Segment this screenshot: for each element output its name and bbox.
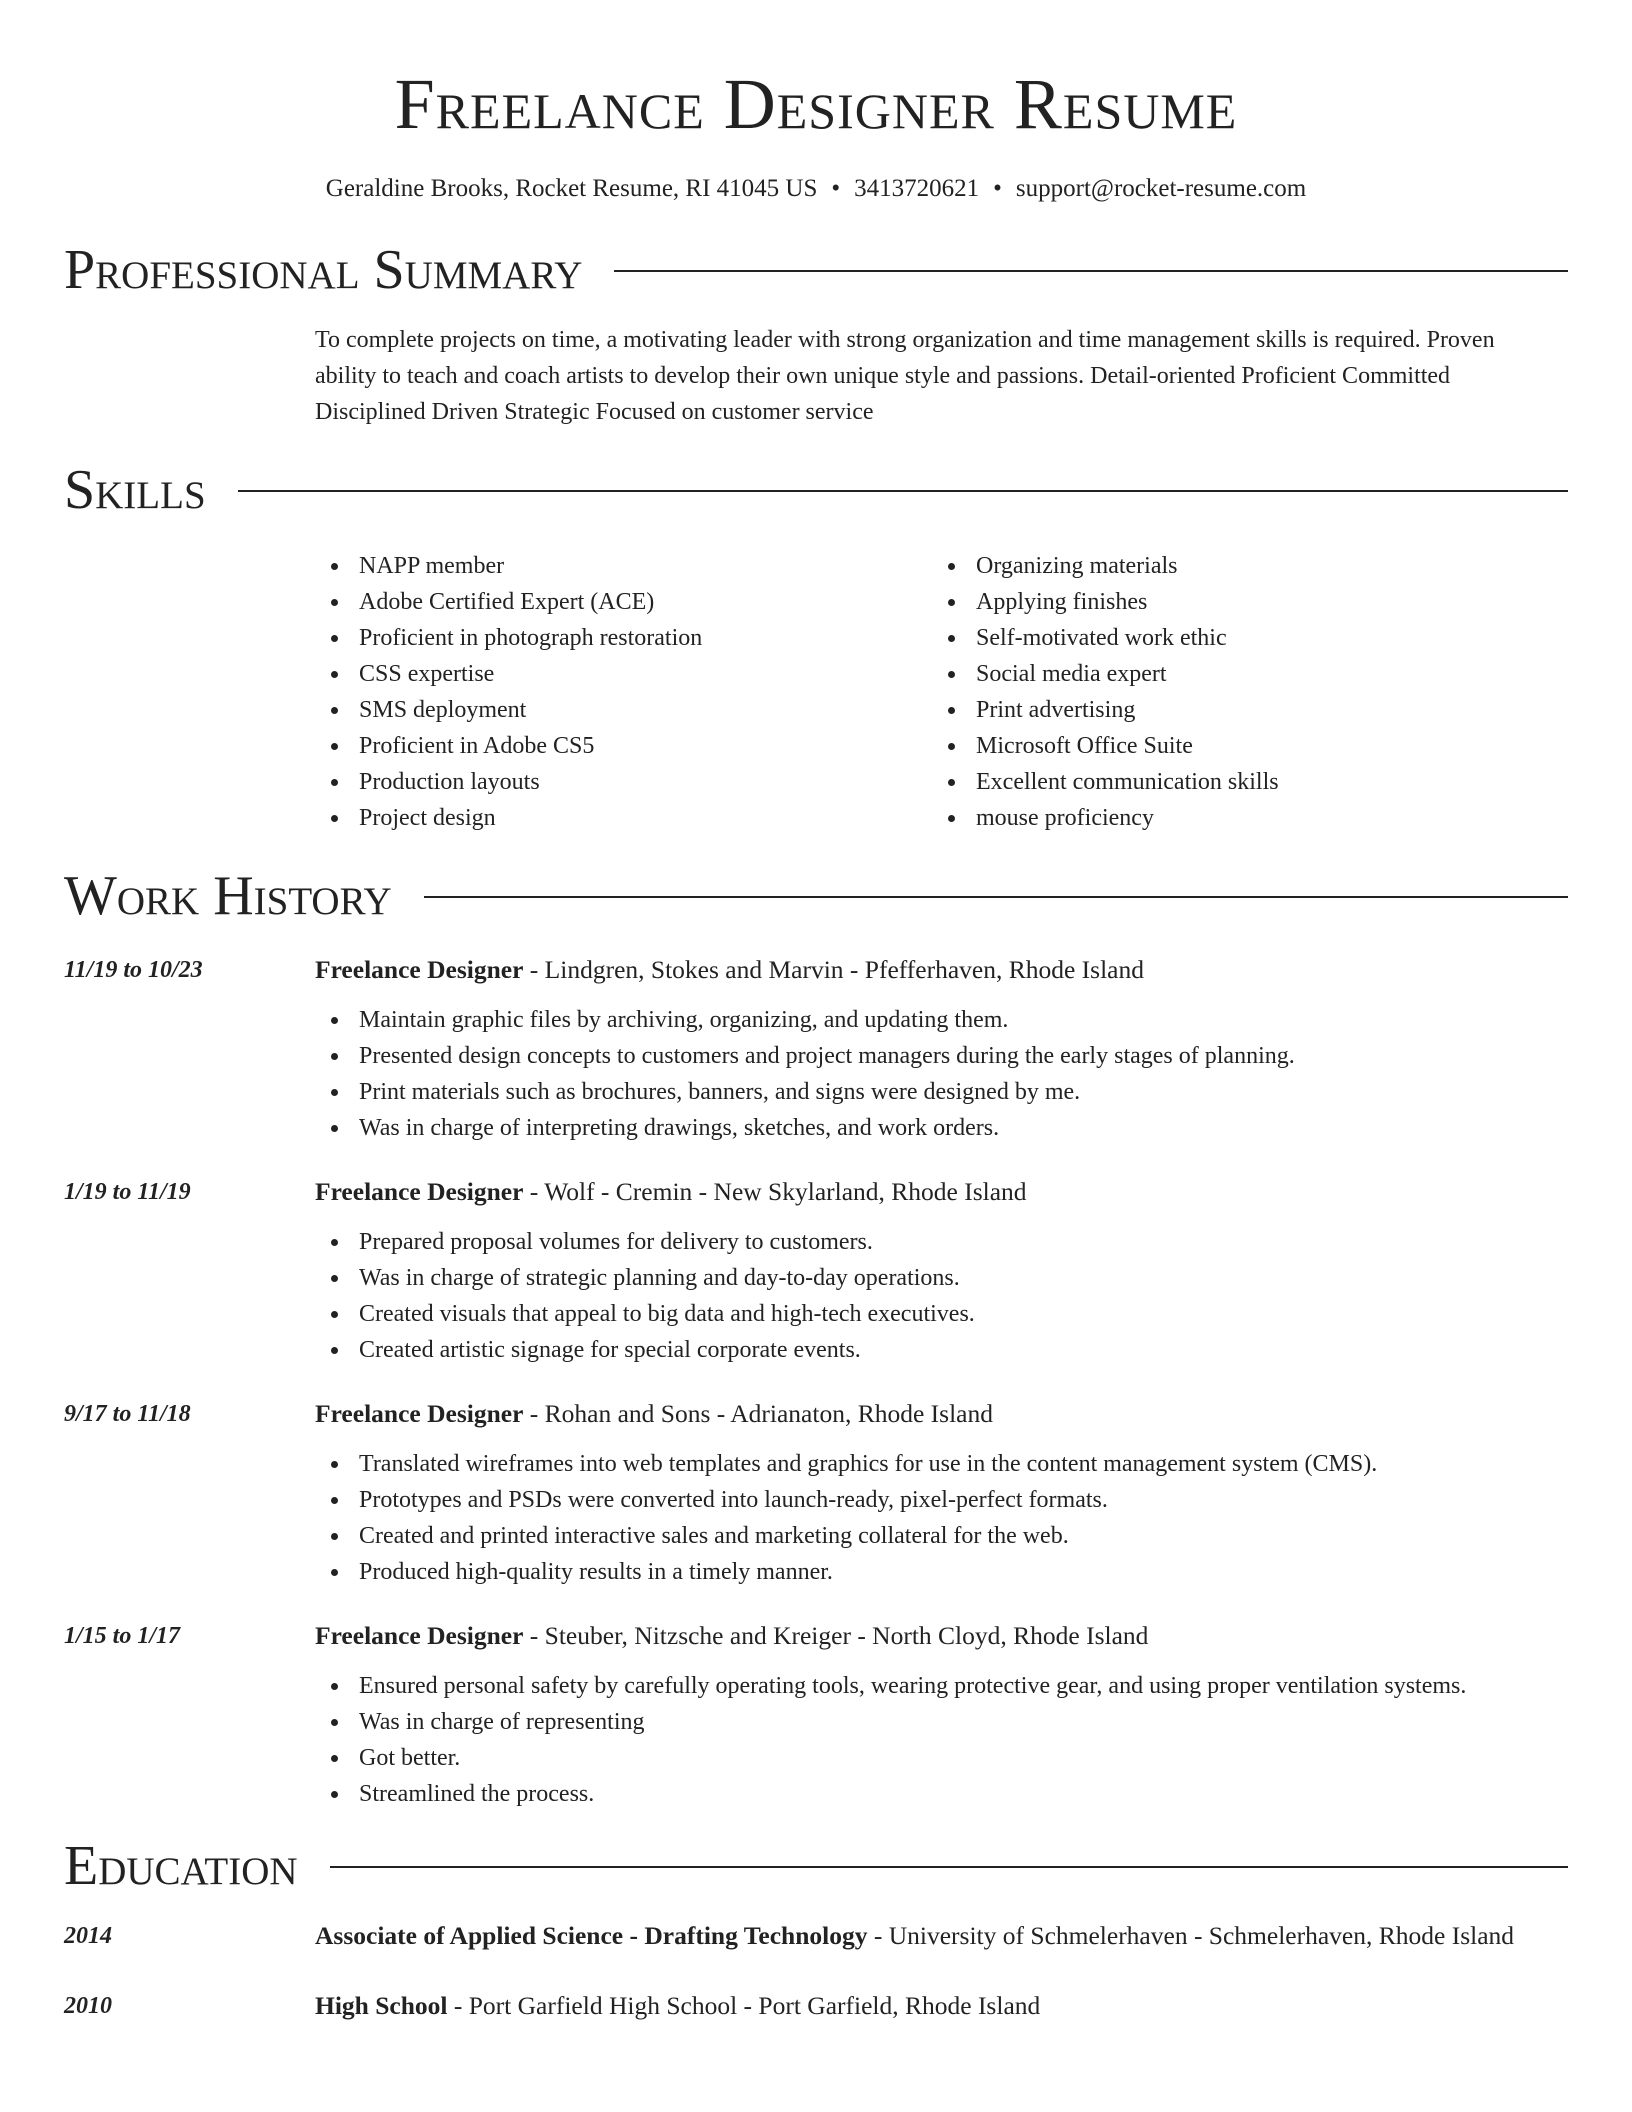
job-bullet: Print materials such as brochures, banners, and signs were designed by me. (315, 1074, 1548, 1110)
job-bullets (315, 1224, 1548, 1368)
contact-address: Geraldine Brooks, Rocket Resume, RI 41045 US (325, 175, 818, 202)
job-dates: 9/17 to 11/18 (64, 1401, 191, 1427)
job-entry (64, 1616, 1568, 1812)
skill-item: Excellent communication skills (932, 764, 1549, 800)
job-body (315, 1616, 1568, 1812)
job-body (315, 1394, 1568, 1590)
job-bullet: Translated wireframes into web templates and graphics for use in the content management system (CMS). (315, 1446, 1548, 1482)
section-divider (238, 490, 1568, 492)
job-headline (315, 1616, 1548, 1656)
job-bullet: Got better. (315, 1740, 1548, 1776)
job-title: Freelance Designer (315, 955, 524, 984)
skill-item: mouse proficiency (932, 800, 1549, 836)
education-school: - Port Garfield High School - Port Garfield, Rhode Island (447, 1991, 1041, 2020)
education-school: - University of Schmelerhaven - Schmelerhaven, Rhode Island (867, 1921, 1515, 1950)
job-title: Freelance Designer (315, 1177, 524, 1206)
job-body (315, 1172, 1568, 1368)
skill-item: Production layouts (315, 764, 932, 800)
job-bullet: Was in charge of interpreting drawings, sketches, and work orders. (315, 1110, 1548, 1146)
job-employer: - Wolf - Cremin - New Skylarland, Rhode Island (523, 1177, 1027, 1206)
job-bullet: Created and printed interactive sales and marketing collateral for the web. (315, 1518, 1548, 1554)
job-bullet: Prototypes and PSDs were converted into launch-ready, pixel-perfect formats. (315, 1482, 1548, 1518)
job-bullet: Maintain graphic files by archiving, organizing, and updating them. (315, 1002, 1548, 1038)
job-title: Freelance Designer (315, 1399, 524, 1428)
work-section-header (64, 866, 1568, 926)
contact-separator: • (831, 175, 841, 202)
job-bullet: Presented design concepts to customers and project managers during the early stages of planning. (315, 1038, 1548, 1074)
skill-item: Organizing materials (932, 548, 1549, 584)
job-entry (64, 1394, 1568, 1590)
resume-title: Freelance Designer Resume (394, 64, 1238, 144)
skill-item: Adobe Certified Expert (ACE) (315, 584, 932, 620)
job-bullet: Created visuals that appeal to big data and high-tech executives. (315, 1296, 1548, 1332)
education-entry (64, 1986, 1568, 2026)
contact-email[interactable]: support@rocket-resume.com (1015, 175, 1307, 202)
skills-list (315, 548, 1568, 836)
summary-text: To complete projects on time, a motivating leader with strong organization and time management skills is required. Proven ability to teach and coach artists to develop their own unique style and passions. Detail-oriented Proficient Committed Disciplined Driven Strategic Focused on customer service (315, 327, 1495, 425)
job-headline (315, 1172, 1548, 1212)
job-employer: - Rohan and Sons - Adrianaton, Rhode Island (523, 1399, 993, 1428)
job-bullets (315, 1446, 1548, 1590)
skill-item: Proficient in photograph restoration (315, 620, 932, 656)
job-headline (315, 950, 1548, 990)
skill-item: Applying finishes (932, 584, 1549, 620)
job-bullet: Created artistic signage for special corporate events. (315, 1332, 1548, 1368)
education-degree: High School (315, 1991, 448, 2020)
job-bullet: Prepared proposal volumes for delivery to customers. (315, 1224, 1548, 1260)
job-employer: - Steuber, Nitzsche and Kreiger - North Cloyd, Rhode Island (523, 1621, 1149, 1650)
education-degree: Associate of Applied Science - Drafting Technology (315, 1921, 868, 1950)
job-headline (315, 1394, 1548, 1434)
skill-item: NAPP member (315, 548, 932, 584)
education-heading: Education (64, 1835, 298, 1897)
job-entry (64, 950, 1568, 1146)
job-dates: 1/15 to 1/17 (64, 1623, 181, 1649)
job-bullet: Streamlined the process. (315, 1776, 1548, 1812)
job-dates: 11/19 to 10/23 (64, 957, 203, 983)
section-divider (614, 270, 1568, 272)
education-list (64, 1916, 1568, 2026)
skill-item: Social media expert (932, 656, 1549, 692)
skill-item: SMS deployment (315, 692, 932, 728)
job-body (315, 950, 1568, 1146)
contact-line (64, 172, 1568, 206)
skill-item: Self-motivated work ethic (932, 620, 1549, 656)
work-history-list (64, 950, 1568, 1812)
work-heading: Work History (64, 865, 392, 927)
skills-heading: Skills (64, 459, 206, 521)
section-divider (330, 1866, 1568, 1868)
job-bullet: Was in charge of strategic planning and day-to-day operations. (315, 1260, 1548, 1296)
education-body (315, 1916, 1568, 1956)
education-entry (64, 1916, 1568, 1956)
skill-item: Proficient in Adobe CS5 (315, 728, 932, 764)
education-body (315, 1986, 1568, 2026)
summary-heading: Professional Summary (64, 239, 583, 301)
contact-separator: • (993, 175, 1002, 202)
job-bullet: Ensured personal safety by carefully operating tools, wearing protective gear, and using proper ventilation systems. (315, 1668, 1548, 1704)
education-year: 2014 (64, 1923, 112, 1949)
job-bullet: Was in charge of representing (315, 1704, 1548, 1740)
skill-item: Microsoft Office Suite (932, 728, 1549, 764)
job-entry (64, 1172, 1568, 1368)
section-divider (424, 896, 1568, 898)
skills-section-header (64, 460, 1568, 520)
skills-column-right (932, 548, 1549, 836)
summary-section-header (64, 240, 1568, 300)
job-bullets (315, 1002, 1548, 1146)
job-bullet: Produced high-quality results in a timely manner. (315, 1554, 1548, 1590)
job-bullets (315, 1668, 1548, 1812)
contact-phone: 3413720621 (854, 175, 980, 202)
job-employer: - Lindgren, Stokes and Marvin - Pfefferhaven, Rhode Island (523, 955, 1145, 984)
job-dates: 1/19 to 11/19 (64, 1179, 191, 1205)
education-section-header (64, 1836, 1568, 1896)
job-title: Freelance Designer (315, 1621, 524, 1650)
skill-item: Print advertising (932, 692, 1549, 728)
skill-item: Project design (315, 800, 932, 836)
education-year: 2010 (64, 1993, 112, 2019)
skills-column-left (315, 548, 932, 836)
skill-item: CSS expertise (315, 656, 932, 692)
